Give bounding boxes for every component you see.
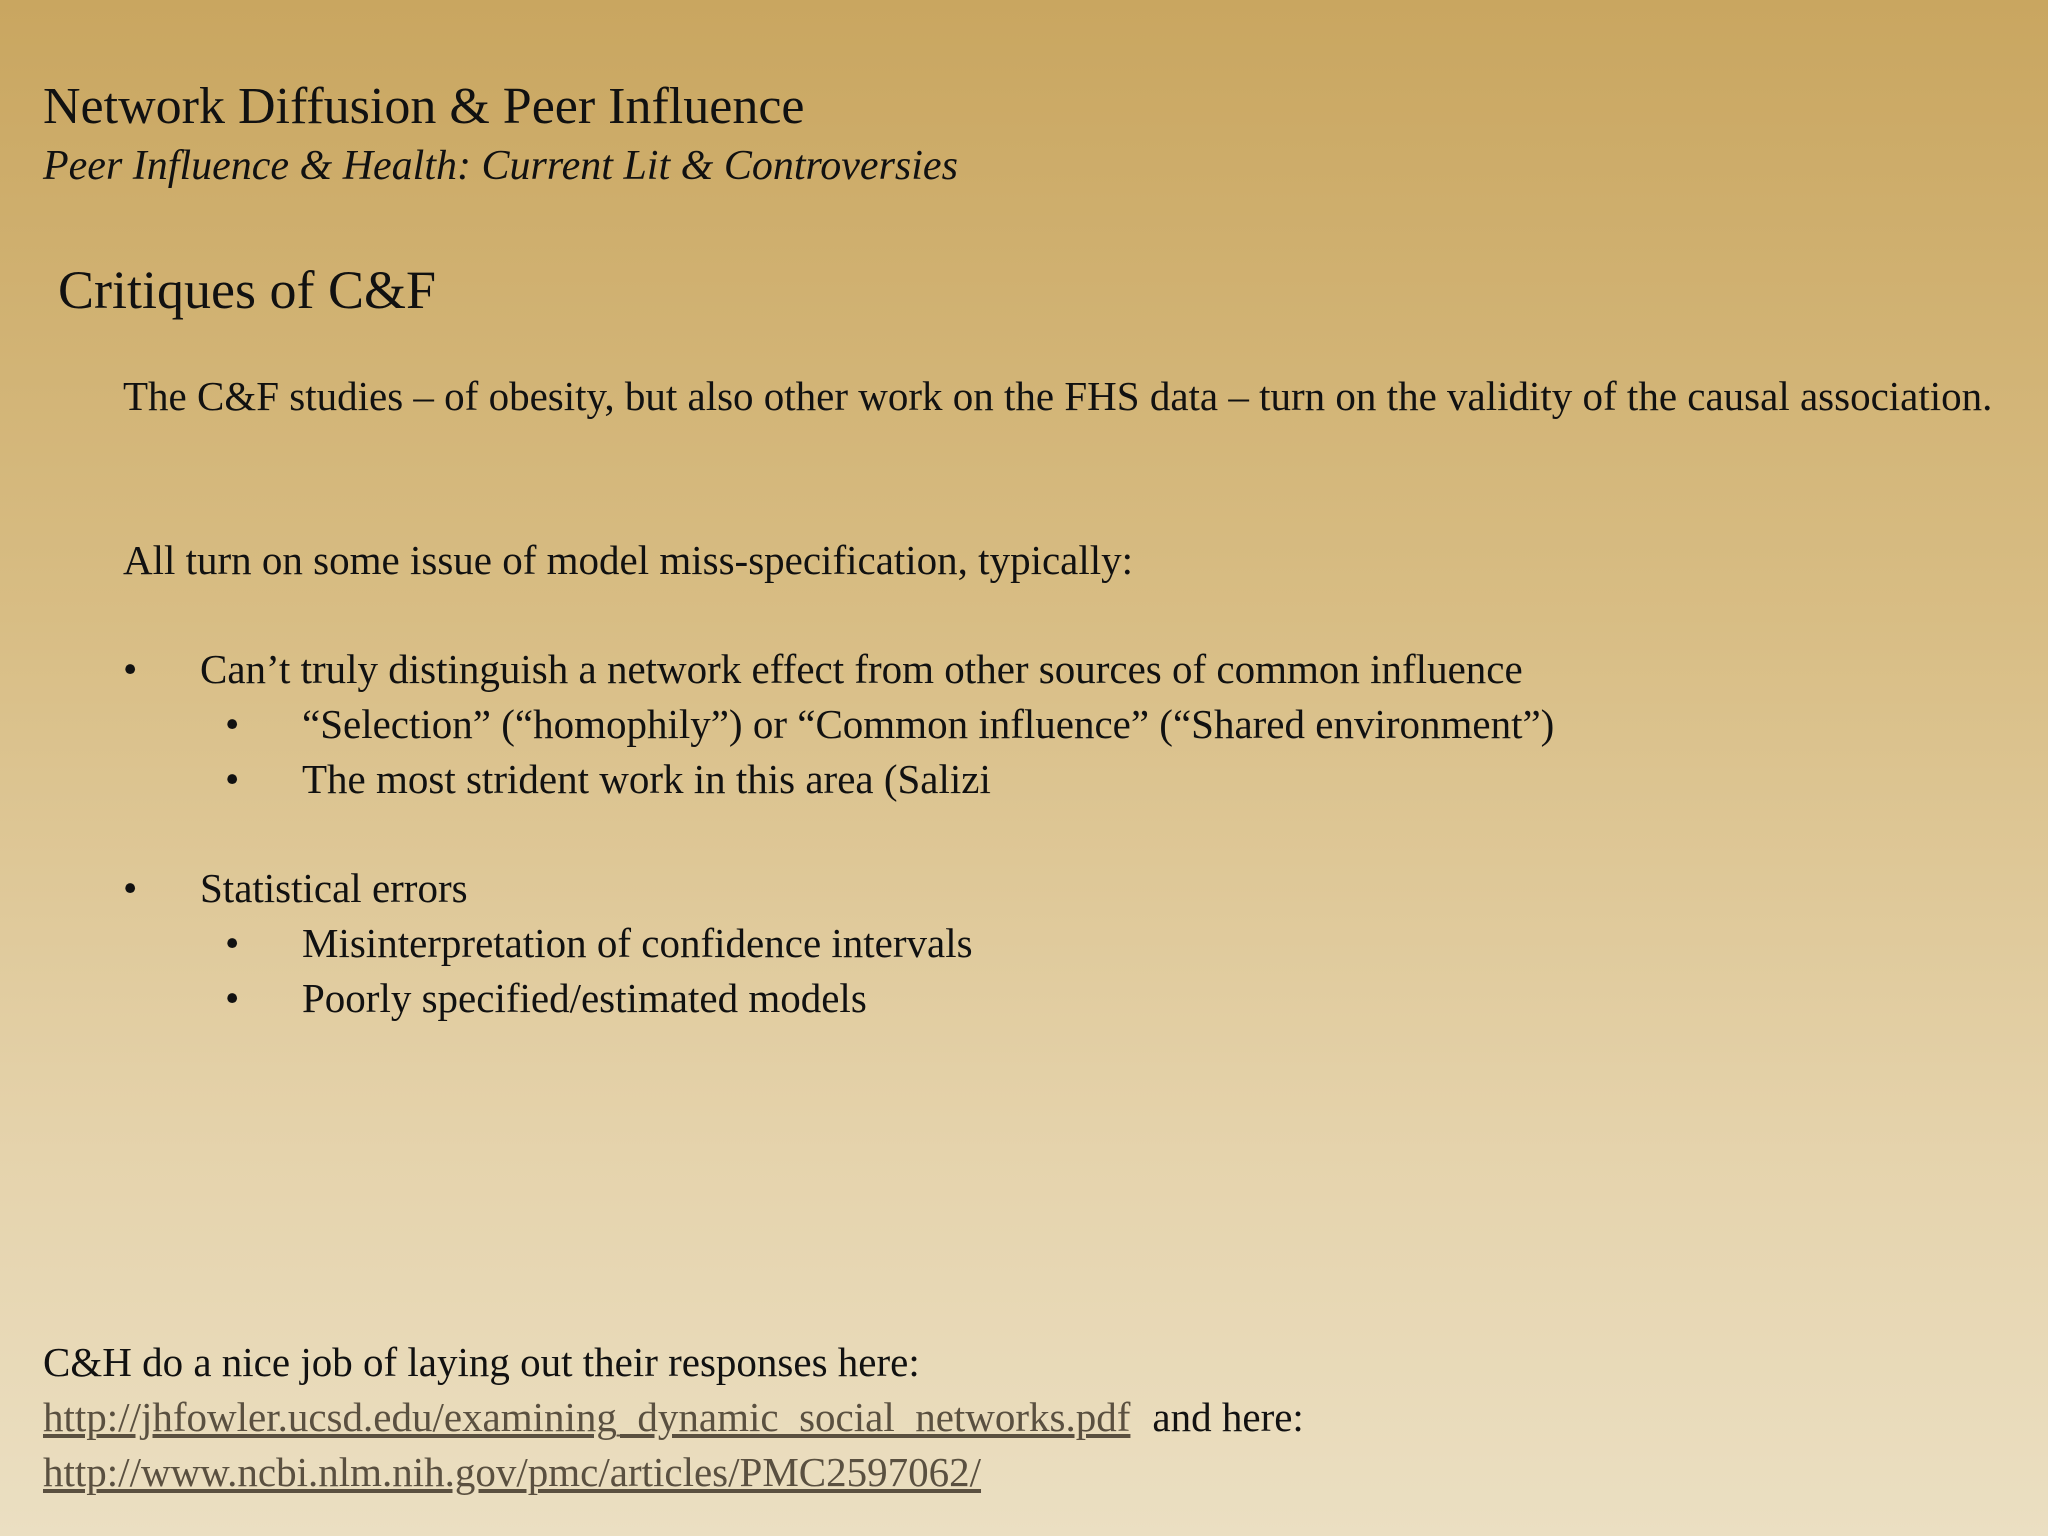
bullet-dot: • <box>123 865 138 911</box>
footer-text: C&H do a nice job of laying out their responses here: <box>43 1339 920 1385</box>
sub-bullet-text: “Selection” (“homophily”) or “Common influence” (“Shared environment”) <box>302 701 1555 747</box>
footer-link-row <box>43 1390 1304 1445</box>
sub-bullet-text: Misinterpretation of confidence intervals <box>302 920 973 966</box>
typically-paragraph: All turn on some issue of model miss-specification, typically: <box>123 537 1134 583</box>
slide-subtitle: Peer Influence & Health: Current Lit & Controversies <box>43 143 958 189</box>
bullet-dot: • <box>225 701 240 747</box>
bullet-dot: • <box>123 646 138 692</box>
section-heading: Critiques of C&F <box>58 260 437 320</box>
sub-bullet-text: Poorly specified/estimated models <box>302 975 867 1021</box>
bullet-dot: • <box>225 920 240 966</box>
footer-link-row <box>43 1445 981 1500</box>
and-here-text: and here: <box>1152 1394 1304 1440</box>
slide-title: Network Diffusion & Peer Influence <box>43 78 805 135</box>
bullet-text: Can’t truly distinguish a network effect from other sources of common influence <box>200 646 1523 692</box>
sub-bullet-text: The most strident work in this area (Salizi <box>302 756 991 802</box>
bullet-dot: • <box>225 756 240 802</box>
bullet-text: Statistical errors <box>200 865 468 911</box>
intro-paragraph: The C&F studies – of obesity, but also other work on the FHS data – turn on the validity of the causal association. <box>123 373 1993 419</box>
fowler-pdf-link[interactable]: http://jhfowler.ucsd.edu/examining_dynamic_social_networks.pdf <box>43 1394 1131 1440</box>
bullet-dot: • <box>225 975 240 1021</box>
ncbi-article-link[interactable]: http://www.ncbi.nlm.nih.gov/pmc/articles/PMC2597062/ <box>43 1449 982 1495</box>
